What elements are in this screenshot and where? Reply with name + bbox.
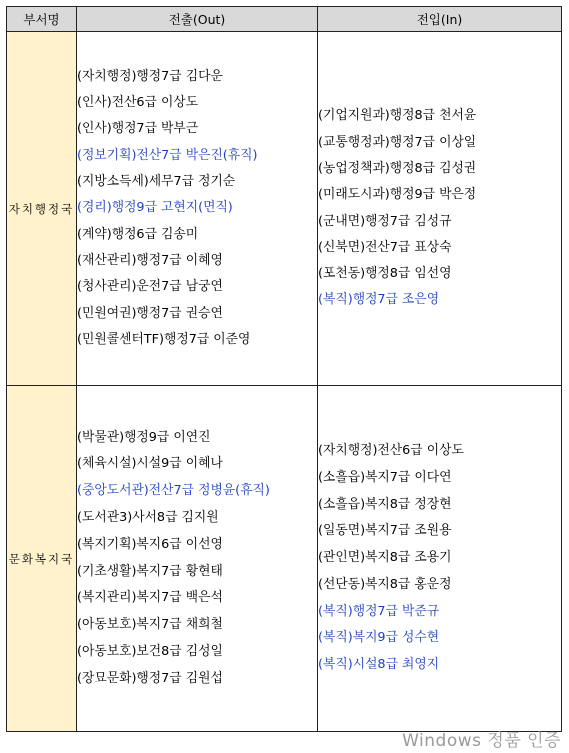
list-item: (농업정책과)행정8급 김성권 xyxy=(318,160,477,176)
list-item: (도서관3)사서8급 김지원 xyxy=(77,509,219,525)
list-item: (선단동)복지8급 홍운정 xyxy=(318,576,452,592)
list-item: (복직)행정7급 조은영 xyxy=(318,292,440,308)
table-row xyxy=(7,386,562,732)
list-item: (복지관리)복지7급 백은석 xyxy=(77,590,223,606)
list-item: (복지기획)복지6급 이선영 xyxy=(77,536,223,552)
table-row xyxy=(7,32,562,386)
list-item: (경리)행정9급 고현지(면직) xyxy=(77,200,233,216)
list-item: (교통행정과)행정7급 이상일 xyxy=(318,134,477,150)
transfer-table xyxy=(6,6,562,732)
list-item: (지방소득세)세무7급 정기순 xyxy=(77,174,236,190)
header-row xyxy=(7,7,562,32)
list-item: (소흘읍)복지7급 이다연 xyxy=(318,469,452,485)
out-cell xyxy=(77,32,318,386)
list-item: (계약)행정6급 김송미 xyxy=(77,226,199,242)
dept-name: 문화복지국 xyxy=(7,386,77,732)
header-out: 전출(Out) xyxy=(77,7,318,32)
list-item: (자치행정)행정7급 김다운 xyxy=(77,68,223,84)
in-list xyxy=(318,103,561,313)
list-item: (포천동)행정8급 임선영 xyxy=(318,266,452,282)
list-item: (아동보호)복지7급 채희철 xyxy=(77,617,223,633)
in-cell xyxy=(318,32,562,386)
list-item: (청사관리)운전7급 남궁연 xyxy=(77,279,223,295)
list-item: (관인면)복지8급 조용기 xyxy=(318,550,452,566)
list-item: (체육시설)시설9급 이혜나 xyxy=(77,456,223,472)
list-item: (미래도시과)행정9급 박은정 xyxy=(318,187,477,203)
list-item: (박물관)행정9급 이연진 xyxy=(77,429,211,445)
list-item: (자치행정)전산6급 이상도 xyxy=(318,442,464,458)
list-item: (기초생활)복지7급 황현태 xyxy=(77,563,223,579)
list-item: (복직)복지9급 성수현 xyxy=(318,630,440,646)
list-item: (복직)시설8급 최영지 xyxy=(318,657,440,673)
list-item: (기업지원과)행정8급 천서윤 xyxy=(318,108,477,124)
list-item: (재산관리)행정7급 이혜영 xyxy=(77,252,223,268)
in-list xyxy=(318,438,561,679)
list-item: (신북면)전산7급 표상숙 xyxy=(318,239,452,255)
dept-name: 자치행정국 xyxy=(7,32,77,386)
windows-activation-watermark: Windows 정품 인증 xyxy=(402,731,561,751)
list-item: (인사)전산6급 이상도 xyxy=(77,95,199,111)
header-dept: 부서명 xyxy=(7,7,77,32)
list-item: (인사)행정7급 박부근 xyxy=(77,121,199,137)
list-item: (중앙도서관)전산7급 정병윤(휴직) xyxy=(77,483,270,499)
list-item: (정보기획)전산7급 박은진(휴직) xyxy=(77,147,258,163)
list-item: (일동면)복지7급 조원용 xyxy=(318,523,452,539)
out-cell xyxy=(77,386,318,732)
header-in: 전입(In) xyxy=(318,7,562,32)
list-item: (소흘읍)복지8급 정장현 xyxy=(318,496,452,512)
list-item: (장묘문화)행정7급 김원섭 xyxy=(77,670,223,686)
list-item: (복직)행정7급 박준규 xyxy=(318,603,440,619)
list-item: (민원여권)행정7급 권승연 xyxy=(77,305,223,321)
list-item: (아동보호)보건8급 김성일 xyxy=(77,643,223,659)
list-item: (군내면)행정7급 김성규 xyxy=(318,213,452,229)
out-list xyxy=(77,64,317,353)
in-cell xyxy=(318,386,562,732)
list-item: (민원콜센터TF)행정7급 이준영 xyxy=(77,331,251,347)
out-list xyxy=(77,425,317,693)
